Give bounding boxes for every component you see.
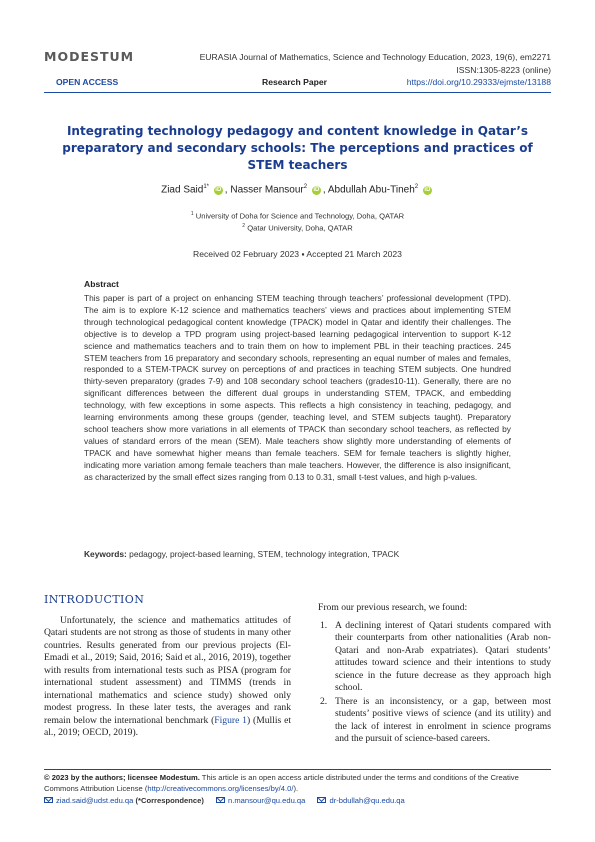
license-text: This article is an open access article distributed under the terms and conditions of the Creative Commons Attribution License (	[44, 773, 519, 793]
findings-intro: From our previous research, we found:	[318, 602, 468, 613]
author-sup: 2	[303, 184, 308, 190]
author-name: Nasser Mansour	[230, 184, 304, 196]
research-type: Research Paper	[262, 77, 327, 87]
email-link[interactable]: dr-bdullah@qu.edu.qa	[329, 796, 405, 805]
author-sup: 1*	[203, 184, 210, 190]
received-accepted-dates: Received 02 February 2023 ▪ Accepted 21 March 2023	[193, 249, 402, 259]
author-name: Ziad Said	[161, 184, 204, 196]
list-number: 1.	[320, 620, 328, 631]
keywords-list: pedagogy, project-based learning, STEM, technology integration, TPACK	[129, 549, 400, 559]
list-item	[318, 696, 551, 746]
keywords	[84, 549, 511, 559]
paragraph-text: Unfortunately, the science and mathematics attitudes of Qatari students are not strong as those of students in many other countries. Results generated from our previous projects (El-Emadi et al., 2019; Said, 2016; Said et al., 2016, 2019), together with results from international tests such as PISA (program for international student assessment) and TIMMS (trends in international mathematics and science study) showed only modest progress. In these later tests, the averages and rank remain below the international benchmark (	[44, 615, 291, 726]
publisher-logo: MODESTUM	[44, 49, 135, 64]
introduction-paragraph	[44, 615, 291, 740]
mail-icon	[44, 797, 53, 803]
journal-info	[200, 51, 551, 77]
paragraph-text-end: ) (Mullis et al., 2019; OECD, 2019).	[44, 714, 292, 739]
list-item	[318, 620, 551, 695]
abstract-heading: Abstract	[84, 279, 119, 289]
figure-link[interactable]: Figure 1	[214, 714, 247, 726]
correspondence-note: (*Correspondence)	[135, 796, 204, 805]
author-sup: 2	[414, 184, 419, 190]
affiliation-text: University of Doha for Science and Technology, Doha, QATAR	[195, 211, 405, 221]
orcid-icon[interactable]: iD	[215, 187, 222, 194]
list-text: A declining interest of Qatari students compared with their counterparts from other nationalities (Arab non-Qatari and non-Arab expatriates). Qatari students’ attitudes toward science and their intentions to study science in the future decrease as they approach high school.	[335, 620, 551, 694]
mail-icon	[317, 797, 326, 803]
orcid-icon[interactable]: iD	[313, 187, 320, 194]
article-title: Integrating technology pedagogy and content knowledge in Qatar’s preparatory and secondary schools: The perceptions and practices of STEM teachers	[62, 124, 533, 172]
author-name: Abdullah Abu-Tineh	[327, 184, 415, 196]
orcid-icon[interactable]: iD	[424, 187, 431, 194]
journal-issn: ISSN:1305-8223 (online)	[456, 65, 551, 75]
copyright-bold: © 2023 by the authors; licensee Modestum.	[44, 773, 200, 782]
footer-divider	[44, 769, 551, 770]
license-link[interactable]: http://creativecommons.org/licenses/by/4.0/	[147, 784, 294, 793]
affiliation-sup: 2	[242, 223, 246, 229]
affiliation-sup: 1	[190, 211, 194, 217]
doi-link[interactable]: https://doi.org/10.29333/ejmste/13188	[406, 77, 551, 87]
list-number: 2.	[320, 696, 328, 707]
affiliation-text: Qatar University, Doha, QATAR	[247, 223, 353, 233]
journal-citation: EURASIA Journal of Mathematics, Science and Technology Education, 2023, 19(6), em2271	[199, 52, 551, 62]
introduction-heading: INTRODUCTION	[44, 593, 145, 606]
list-text: There is an inconsistency, or a gap, between most students’ positive views of science (and its utility) and the lack of interest in enrolment in science programs and the pursuit of science-based careers.	[335, 696, 551, 745]
open-access-label[interactable]: OPEN ACCESS	[56, 77, 119, 87]
email-link[interactable]: n.mansour@qu.edu.qa	[227, 796, 306, 805]
abstract-body: This paper is part of a project on enhancing STEM teaching through teachers’ professional development (TPD). The aim is to explore K-12 science and mathematics teachers’ views and practices about implementing STEM through technological pedagogical content knowledge (TPACK) model in Qatar and identify their challenges. The objective is to develop a TPD program using project-based learning pedagogical intervention to support K-12 science and mathematics teachers and to train them on how to implement PBL in their teaching practices. 245 STEM teachers from 16 preparatory and secondary schools, representing an equal number of males and females, responded to a STEM-TPACK survey on perceptions of and practices in teaching STEM subjects. One hundred thirty-seven preparatory (grades 7-9) and 108 secondary school teachers (grades10-11). Generally, there are no significant differences between the different dual groups in understanding STEM, TPACK, and embedding technology, with few exceptions in some aspects. This reflects a high consistency in teaching, pedagogy, and learning environments among these groups (gender, teaching level, and STEM subjects taught). Preparatory school teachers show more variations in all elements of TPACK than secondary school teachers, as reflected by values of standard errors of the mean (SEM). Male teachers show slightly more understanding of elements of TPACK and have somewhat higher means than female teachers. SEM for female teachers is slightly higher, indicating more variation among female teachers than male teachers. However, the difference is also insignificant, as characterized by the small effect sizes ranging from 0.13 to 0.31, small t-test values, and high p-values.	[84, 293, 511, 482]
license-end: ).	[293, 784, 299, 793]
affiliation	[44, 223, 551, 233]
header-divider	[44, 92, 551, 93]
keywords-label: Keywords:	[84, 549, 127, 559]
contact-emails	[44, 796, 551, 805]
authors-line: Ziad Said$^{1*}$ iD , Nasser Mansour$^2$ iD , Abdullah Abu-Tineh$^2$ iD	[161, 184, 431, 196]
email-link[interactable]: ziad.said@udst.edu.qa	[56, 796, 134, 805]
copyright-notice	[44, 772, 551, 794]
mail-icon	[216, 797, 225, 803]
affiliation	[44, 211, 551, 221]
